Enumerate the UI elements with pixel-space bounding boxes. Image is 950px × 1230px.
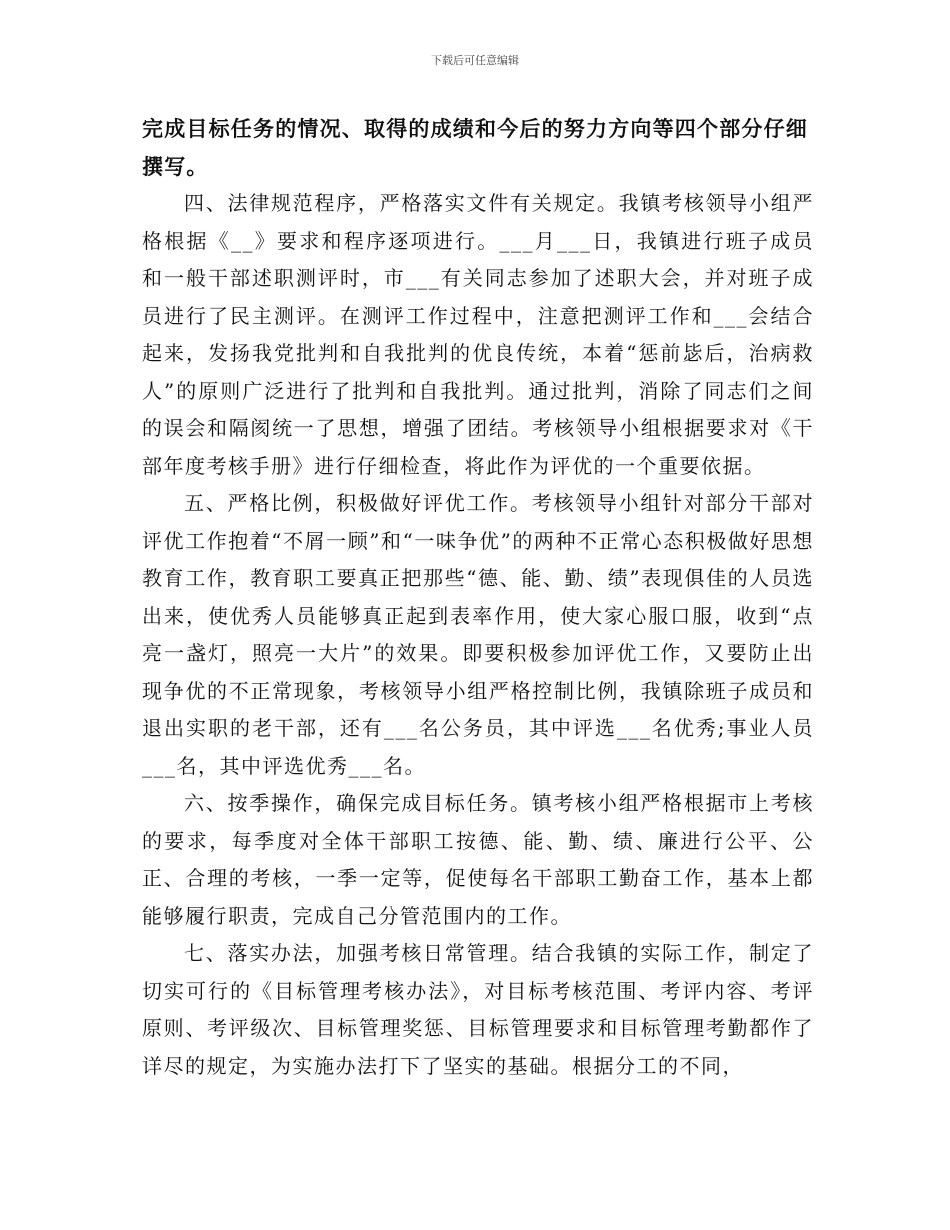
paragraph-five: 五、严格比例，积极做好评优工作。考核领导小组针对部分干部对评优工作抱着“不屑一顾”和“一味争优”的两种不正常心态积极做好思想教育工作，教育职工要真正把那些“德、能、勤、绩”表现俱佳的人员选出来，使优秀人员能够真正起到表率作用，使大家心服口服，收到“点亮一盏灯，照亮一大片”的效果。即要积极参加评优工作，又要防止出现争优的不正常现象，考核领导小组严格控制比例，我镇除班子成员和退出实职的老干部，还有___名公务员，其中评选___名优秀;事业人员___名，其中评选优秀___名。 [142,491,814,778]
paragraph-six: 六、按季操作，确保完成目标任务。镇考核小组严格根据市上考核的要求，每季度对全体干部职工按德、能、勤、绩、廉进行公平、公正、合理的考核，一季一定等，促使每名干部职工勤奋工作，基本上都能够履行职责，完成自己分管范围内的工作。 [142,791,814,928]
page-header-note: 下载后可任意编辑 [431,54,519,67]
lead-paragraph: 完成目标任务的情况、取得的成绩和今后的努力方向等四个部分仔细撰写。 [142,116,808,179]
paragraph-seven: 七、落实办法，加强考核日常管理。结合我镇的实际工作，制定了切实可行的《目标管理考核办法》，对目标考核范围、考评内容、考评原则、考评级次、目标管理奖惩、目标管理要求和目标管理考勤都作了详尽的规定，为实施办法打下了坚实的基础。根据分工的不同， [142,941,814,1078]
paragraph-four: 四、法律规范程序，严格落实文件有关规定。我镇考核领导小组严格根据《__》要求和程序逐项进行。___月___日，我镇进行班子成员和一般干部述职测评时，市___有关同志参加了述职大会，并对班子成员进行了民主测评。在测评工作过程中，注意把测评工作和___会结合起来，发扬我党批判和自我批判的优良传统，本着“惩前毖后，治病救人”的原则广泛进行了批判和自我批判。通过批判，消除了同志们之间的误会和隔阂统一了思想，增强了团结。考核领导小组根据要求对《干部年度考核手册》进行仔细检查，将此作为评优的一个重要依据。 [142,191,814,478]
document-body [142,110,814,1085]
